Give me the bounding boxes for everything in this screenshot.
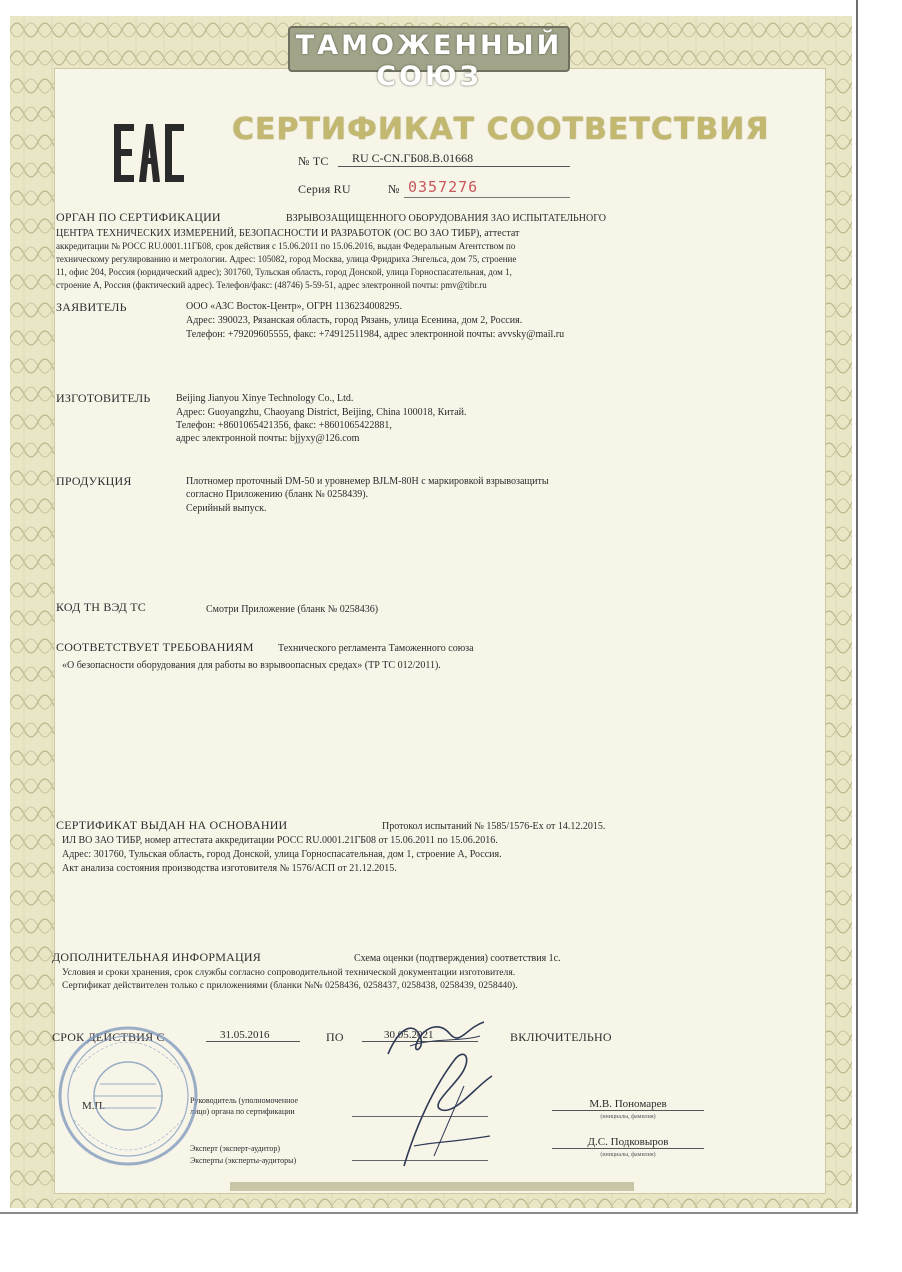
applicant-line: Телефон: +79209605555, факс: +74912511984, адрес электронной почты: avvsky@mail.ru — [186, 329, 565, 340]
eac-logo-icon — [112, 118, 186, 188]
basis-line: ИЛ ВО ЗАО ТИБР, номер аттестата аккредитации РОСС RU.0001.21ГБ08 от 15.06.2011 по 15.06.2016. — [62, 835, 498, 846]
complies-value: Технического регламента Таможенного союза — [278, 643, 474, 654]
code-value: Смотри Приложение (бланк № 0258436) — [206, 604, 379, 615]
series-underline — [404, 197, 570, 198]
basis-value: Протокол испытаний № 1585/1576-Ex от 14.12.2015. — [382, 821, 606, 832]
validity-inclusive: ВКЛЮЧИТЕЛЬНО — [510, 1030, 612, 1044]
basis-label: СЕРТИФИКАТ ВЫДАН НА ОСНОВАНИИ — [56, 818, 288, 832]
organ-label: ОРГАН ПО СЕРТИФИКАЦИИ — [56, 210, 221, 224]
validity-to-label: ПО — [326, 1030, 344, 1044]
additional-line: Сертификат действителен только с приложениями (бланки №№ 0258436, 0258437, 0258438, 0258439, 0258440). — [62, 980, 518, 991]
organ-line: ЦЕНТРА ТЕХНИЧЕСКИХ ИЗМЕРЕНИЙ, БЕЗОПАСНОСТИ И РАЗРАБОТОК (ОС ВО ЗАО ТИБР), аттестат — [56, 228, 520, 239]
seal-place-label: М.П. — [82, 1100, 106, 1112]
complies-label: СООТВЕТСТВУЕТ ТРЕБОВАНИЯМ — [56, 640, 254, 654]
manufacturer-line: Beijing Jianyou Xinye Technology Co., Ltd. — [176, 393, 354, 404]
basis-line: Акт анализа состояния производства изготовителя № 1576/АСП от 21.12.2015. — [62, 863, 397, 874]
series-number: 0357276 — [408, 178, 479, 196]
head-label: Руководитель (уполномоченное — [190, 1096, 299, 1105]
organ-line: техническому регулированию и метрологии. Адрес: 105082, город Москва, улица Фридриха Энгельса, дом 75, строение — [56, 254, 517, 264]
product-line: согласно Приложению (бланк № 0258439). — [186, 489, 369, 500]
certificate-title: СЕРТИФИКАТ СООТВЕТСТВИЯ — [232, 112, 770, 147]
validity-from: 31.05.2016 — [206, 1029, 300, 1042]
applicant-line: ООО «АЗС Восток-Центр», ОГРН 1136234008295. — [186, 301, 403, 312]
series-label: Серия RU — [298, 182, 351, 196]
expert-label: Эксперт (эксперт-аудитор) — [190, 1144, 281, 1153]
head-label: лицо) органа по сертификации — [190, 1107, 295, 1116]
organ-line: строение А, Россия (фактический адрес). Телефон/факс: (48746) 5-59-51, адрес электронной почты: pmv@tibr.ru — [56, 280, 487, 290]
expert-signature-icon — [394, 1046, 504, 1170]
head-name-caption: (инициалы, фамилия) — [600, 1114, 656, 1120]
product-line: Серийный выпуск. — [186, 503, 267, 514]
series-no-label: № — [388, 182, 400, 196]
certificate-number: RU C-CN.ГБ08.В.01668 — [338, 151, 570, 167]
expert-name-caption: (инициалы, фамилия) — [600, 1152, 656, 1158]
page-edge-right — [856, 0, 858, 1214]
expert-name: Д.С. Подковыров — [552, 1136, 704, 1149]
organ-line: аккредитации № РОСС RU.0001.11ГБ08, срок действия с 15.06.2011 по 15.06.2016, выдан Федеральным Агентством по — [56, 241, 516, 251]
applicant-label: ЗАЯВИТЕЛЬ — [56, 300, 127, 314]
additional-line: Условия и сроки хранения, срок службы согласно сопроводительной технической документации изготовителя. — [62, 967, 516, 978]
code-label: КОД ТН ВЭД ТС — [56, 600, 146, 614]
page-edge-bottom — [0, 1212, 858, 1214]
banner-text: ТАМОЖЕННЫЙ СОЮЗ — [295, 30, 563, 92]
applicant-line: Адрес: 390023, Рязанская область, город Рязань, улица Есенина, дом 2, Россия. — [186, 315, 523, 326]
organ-line: ВЗРЫВОЗАЩИЩЕННОГО ОБОРУДОВАНИЯ ЗАО ИСПЫТАТЕЛЬНОГО — [286, 213, 606, 224]
complies-line: «О безопасности оборудования для работы во взрывоопасных средах» (ТР ТС 012/2011). — [62, 660, 441, 671]
certification-stamp-icon — [54, 1022, 202, 1170]
validity-label: СРОК ДЕЙСТВИЯ С — [52, 1030, 165, 1044]
basis-line: Адрес: 301760, Тульская область, город Донской, улица Горноспасательная, дом 1, строение А, Россия. — [62, 849, 502, 860]
head-name: М.В. Пономарев — [552, 1098, 704, 1111]
expert-label: Эксперты (эксперты-аудиторы) — [190, 1156, 297, 1165]
organ-line: 11, офис 204, Россия (юридический адрес); 301760, Тульская область, город Донской, улица Горноспасательная, дом 1, — [56, 267, 512, 277]
manufacturer-line: адрес электронной почты: bjjyxy@126.com — [176, 433, 360, 444]
additional-label: ДОПОЛНИТЕЛЬНАЯ ИНФОРМАЦИЯ — [52, 950, 261, 964]
manufacturer-line: Телефон: +8601065421356, факс: +8601065422881, — [176, 420, 392, 431]
number-label: № ТС — [298, 154, 329, 168]
product-label: ПРОДУКЦИЯ — [56, 474, 132, 488]
manufacturer-label: ИЗГОТОВИТЕЛЬ — [56, 391, 151, 405]
validity-to: 30.05.2021 — [362, 1029, 478, 1042]
footer-microtext-strip — [230, 1182, 634, 1191]
additional-value: Схема оценки (подтверждения) соответствия 1с. — [354, 953, 561, 964]
product-line: Плотномер проточный DM-50 и уровнемер BJLM-80H с маркировкой взрывозащиты — [186, 476, 549, 487]
manufacturer-line: Адрес: Guoyangzhu, Chaoyang District, Beijing, China 100018, Китай. — [176, 407, 467, 418]
